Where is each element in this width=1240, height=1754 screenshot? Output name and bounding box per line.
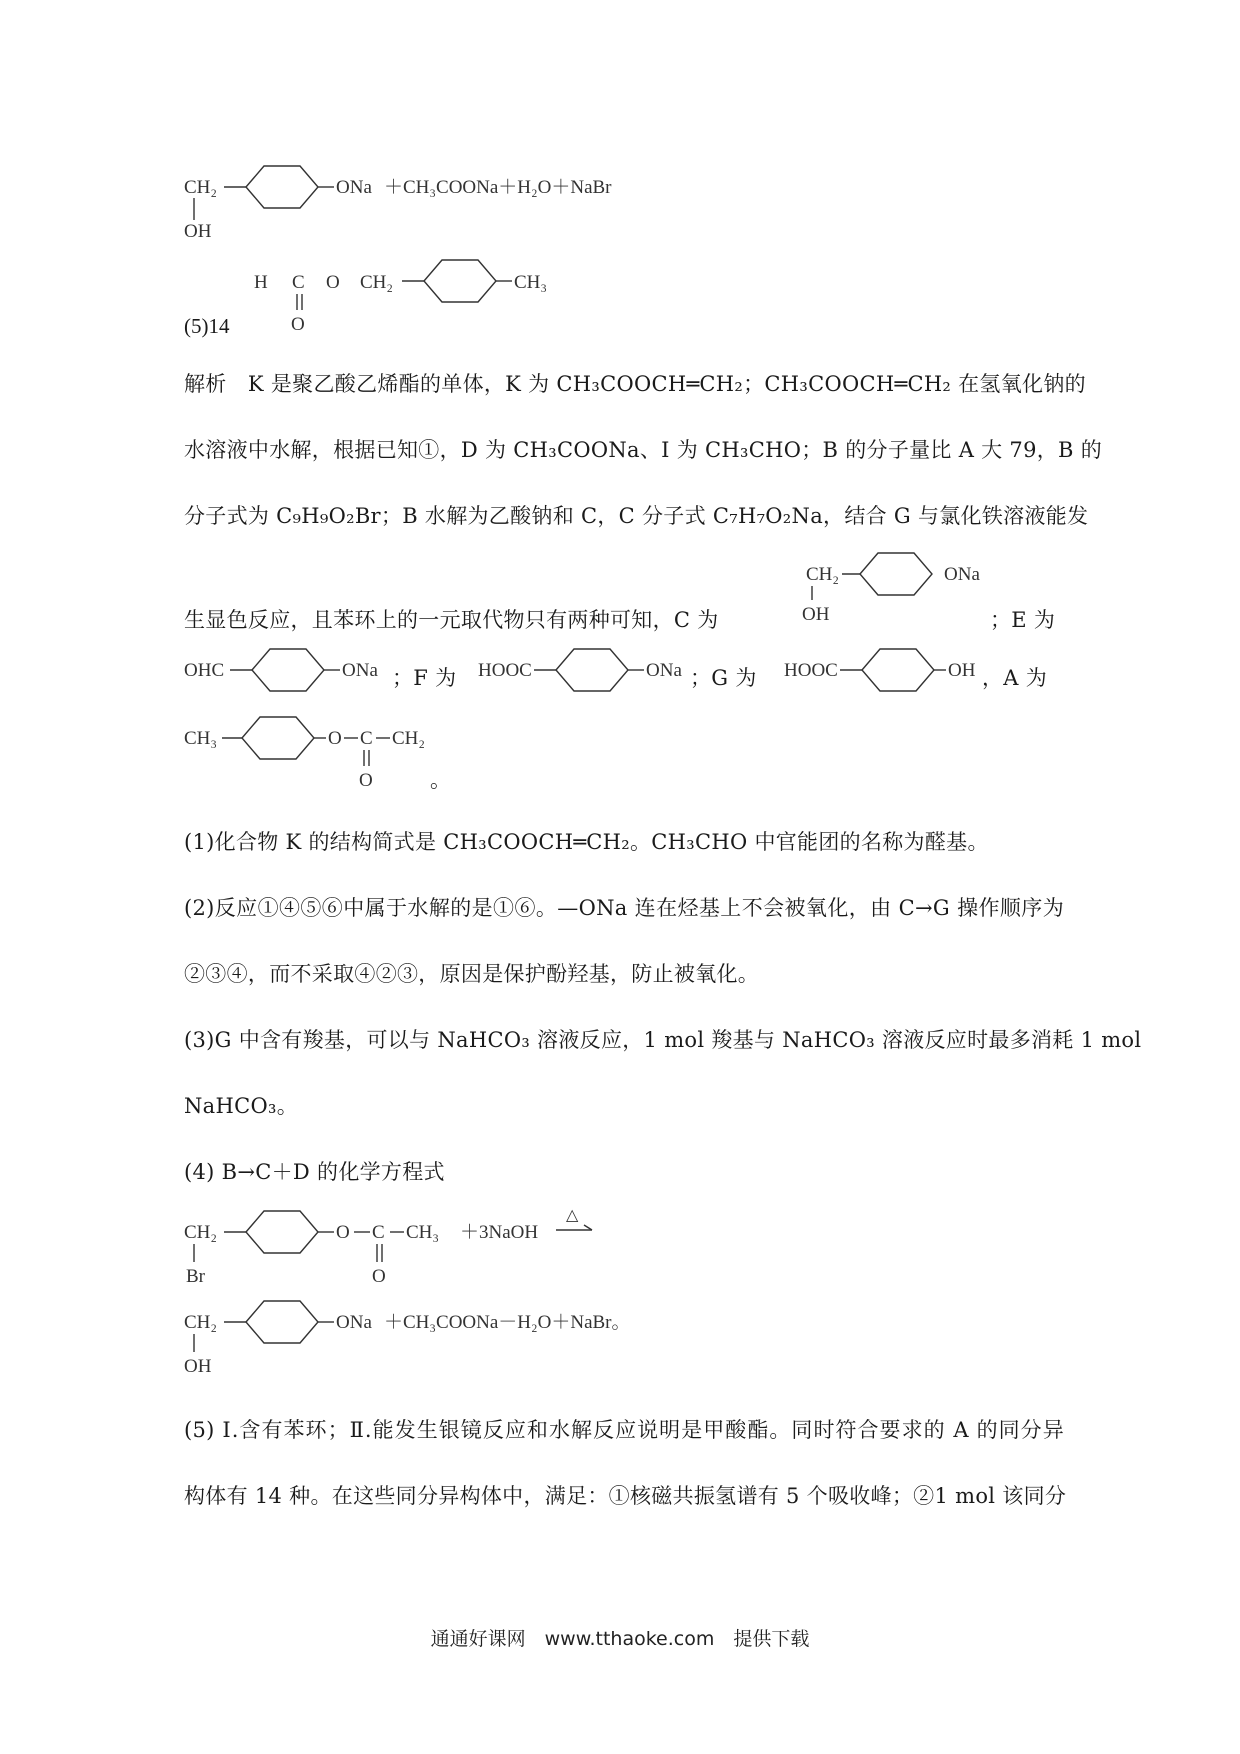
- equation4-reactant-structure: [184, 1207, 592, 1287]
- o-label: O: [336, 1222, 350, 1243]
- question-1: (1)化合物 K 的结构简式是 CH₃COOCH═CH₂。CH₃CHO 中官能团的名称为醛基。: [184, 830, 989, 854]
- ona-label: ONa: [336, 177, 372, 198]
- o-double-label: O: [372, 1266, 386, 1287]
- question-3-line-1: (3)G 中含有羧基，可以与 NaHCO₃ 溶液反应，1 mol 羧基与 NaHCO₃ 溶液反应时最多消耗 1 mol: [184, 1028, 1142, 1052]
- ona-label: ONa: [342, 660, 378, 681]
- a-label: ，A 为: [982, 666, 1048, 690]
- ona-label: ONa: [944, 564, 980, 585]
- o-double-label: O: [359, 770, 373, 791]
- question-4: (4) B→C＋D 的化学方程式: [184, 1160, 445, 1184]
- analysis-line-4b: ；E 为: [990, 608, 1056, 632]
- ch3-label: CH₃: [184, 728, 218, 749]
- o-double-label: O: [291, 314, 305, 335]
- top-equation-rest: ＋CH₃COONa＋H₂O＋NaBr: [384, 177, 612, 198]
- equation4-product-structure: [184, 1301, 631, 1377]
- ona-label: ONa: [336, 1312, 372, 1333]
- compound-a-structure: [184, 717, 425, 791]
- analysis-line-2: 水溶液中水解，根据已知①，D 为 CH₃COONa、I 为 CH₃CHO；B 的分子量比 A 大 79，B 的: [184, 438, 1103, 462]
- g-label: ；G 为: [690, 666, 757, 690]
- question-2-line-2: ②③④，而不采取④②③，原因是保护酚羟基，防止被氧化。: [184, 962, 760, 986]
- top-product-structure: [184, 166, 612, 242]
- compound-c-structure: [802, 553, 980, 625]
- ona-label: ONa: [646, 660, 682, 681]
- reagent-label: ＋3NaOH: [460, 1222, 539, 1243]
- heat-symbol: △: [566, 1207, 579, 1224]
- ch2-label: CH₂: [184, 1312, 218, 1333]
- c-label: C: [292, 272, 305, 293]
- answer5-structure: [184, 260, 547, 338]
- c-label: C: [372, 1222, 385, 1243]
- h-label: H: [254, 272, 268, 293]
- oh-label: OH: [802, 604, 830, 625]
- analysis-line-4a: 生显色反应，且苯环上的一元取代物只有两种可知，C 为: [184, 608, 719, 632]
- question-5-line-1: (5) Ⅰ.含有苯环；Ⅱ.能发生银镜反应和水解反应说明是甲酸酯。同时符合要求的 A 的同分异: [184, 1418, 1064, 1442]
- compound-f-structure: [478, 649, 682, 691]
- analysis-line-1: 解析 K 是聚乙酸乙烯酯的单体，K 为 CH₃COOCH═CH₂；CH₃COOCH═CH₂ 在氢氧化钠的: [184, 372, 1086, 396]
- analysis-period: 。: [430, 768, 452, 792]
- ch2-label: CH₂: [184, 177, 218, 198]
- question-3-line-2: NaHCO₃。: [184, 1094, 299, 1118]
- answer5-label: (5)14: [184, 314, 230, 338]
- ch2-label: CH₂: [806, 564, 840, 585]
- oh-label: OH: [948, 660, 976, 681]
- hooc-label: HOOC: [478, 660, 532, 681]
- o-label: O: [328, 728, 342, 749]
- ch3-label: CH₃: [406, 1222, 440, 1243]
- question-5-line-2: 构体有 14 种。在这些同分异构体中，满足：①核磁共振氢谱有 5 个吸收峰；②1 mol 该同分: [184, 1484, 1067, 1508]
- br-label: Br: [186, 1266, 205, 1287]
- compound-g-structure: [784, 649, 976, 691]
- oh-label: OH: [184, 221, 212, 242]
- analysis-line-3: 分子式为 C₉H₉O₂Br；B 水解为乙酸钠和 C，C 分子式 C₇H₇O₂Na，结合 G 与氯化铁溶液能发: [184, 504, 1089, 528]
- ohc-label: OHC: [184, 660, 225, 681]
- oh-label: OH: [184, 1356, 212, 1377]
- question-2-line-1: (2)反应①④⑤⑥中属于水解的是①⑥。—ONa 连在烃基上不会被氧化，由 C→G 操作顺序为: [184, 896, 1064, 920]
- c-label: C: [360, 728, 373, 749]
- o-label: O: [326, 272, 340, 293]
- hooc-label: HOOC: [784, 660, 838, 681]
- ch2-label: CH₂: [184, 1222, 218, 1243]
- compound-e-structure: [184, 649, 378, 691]
- footer-text: 通通好课网 www.tthaoke.com 提供下载: [430, 1628, 810, 1650]
- f-label: ；F 为: [392, 666, 457, 690]
- ch3-label: CH₃: [514, 272, 548, 293]
- ch2-label: CH₂: [360, 272, 394, 293]
- ch2-label: CH₂: [392, 728, 426, 749]
- equation4-rest: ＋CH₃COONa－H₂O＋NaBr。: [384, 1312, 631, 1333]
